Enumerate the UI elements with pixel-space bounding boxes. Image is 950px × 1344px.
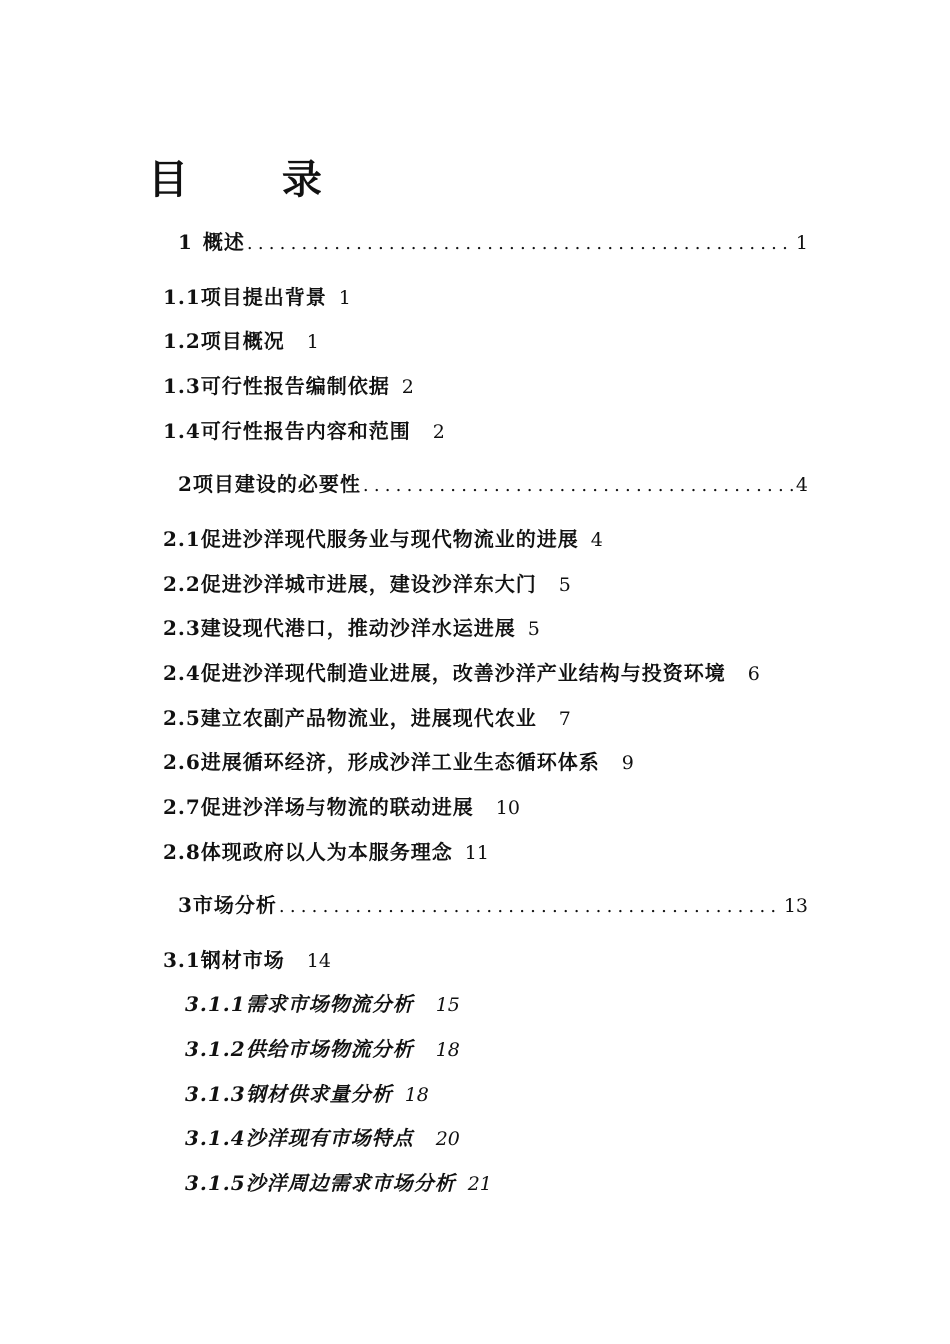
toc-entry-2-2[interactable] (163, 569, 571, 600)
toc-entry-3-1-1[interactable] (185, 989, 460, 1020)
dot-leader (247, 229, 794, 259)
toc-entry-page: 18 (435, 1039, 460, 1061)
toc-entry-number: 1.3 (163, 374, 201, 398)
toc-entry-page: 1 (338, 287, 351, 309)
toc-entry-page: 6 (747, 663, 760, 685)
toc-entry-label: 可行性报告编制依据 (200, 374, 390, 398)
toc-entry-2-6[interactable] (163, 747, 634, 778)
toc-entry-3-1-5[interactable] (185, 1168, 492, 1199)
toc-entry-3[interactable] (178, 890, 808, 922)
dot-leader (279, 892, 782, 922)
toc-entry-number: 2.5 (163, 706, 201, 730)
toc-entry-page: 4 (795, 474, 808, 496)
toc-entry-page: 21 (467, 1173, 492, 1195)
toc-entry-number: 3 (178, 893, 193, 917)
toc-entry-1-3[interactable] (163, 371, 414, 402)
toc-entry-number: 3.1.5 (185, 1171, 246, 1195)
toc-entry-page: 13 (783, 895, 808, 917)
toc-entry-3-1-3[interactable] (185, 1079, 429, 1110)
toc-entry-number: 2.6 (163, 750, 201, 774)
toc-entry-2-1[interactable] (163, 524, 603, 555)
toc-entry-number: 2 (178, 472, 193, 496)
toc-entry-page: 2 (432, 421, 445, 443)
toc-entry-label: 促进沙洋现代制造业进展，改善沙洋产业结构与投资环境 (200, 661, 726, 685)
dot-leader (363, 471, 794, 501)
toc-entry-label: 建立农副产品物流业，进展现代农业 (200, 706, 537, 730)
toc-entry-label: 项目提出背景 (200, 285, 327, 309)
toc-entry-page: 2 (401, 376, 414, 398)
toc-entry-page: 11 (464, 842, 489, 864)
toc-entry-number: 1.2 (163, 329, 201, 353)
toc-entry-page: 7 (558, 708, 571, 730)
toc-entry-page: 9 (621, 752, 634, 774)
toc-entry-2-4[interactable] (163, 658, 760, 689)
toc-entry-2[interactable] (178, 469, 808, 501)
toc-entry-page: 4 (590, 529, 603, 551)
toc-entry-label: 进展循环经济，形成沙洋工业生态循环体系 (200, 750, 600, 774)
toc-entry-number: 1.4 (163, 419, 201, 443)
toc-entry-label: 可行性报告内容和范围 (200, 419, 411, 443)
toc-entry-label: 项目建设的必要性 (192, 472, 361, 496)
toc-entry-number: 2.4 (163, 661, 201, 685)
toc-entry-3-1-2[interactable] (185, 1034, 460, 1065)
toc-entry-label: 市场分析 (192, 893, 277, 917)
toc-entry-label: 钢材市场 (200, 948, 285, 972)
toc-entry-number: 2.3 (163, 616, 201, 640)
toc-entry-label: 需求市场物流分析 (245, 992, 414, 1016)
toc-entry-label: 沙洋周边需求市场分析 (245, 1171, 456, 1195)
toc-entry-page: 10 (495, 797, 520, 819)
toc-entry-1-1[interactable] (163, 282, 351, 313)
toc-entry-number: 2.7 (163, 795, 201, 819)
toc-entry-number: 2.8 (163, 840, 201, 864)
toc-entry-3-1[interactable] (163, 945, 331, 976)
toc-entry-label: 促进沙洋现代服务业与现代物流业的进展 (200, 527, 579, 551)
toc-entry-label: 概述 (202, 230, 245, 254)
toc-entry-number: 3.1.3 (185, 1082, 246, 1106)
toc-entry-number: 3.1.4 (185, 1126, 246, 1150)
toc-entry-page: 20 (435, 1128, 460, 1150)
toc-entry-page: 15 (435, 994, 460, 1016)
toc-entry-label: 供给市场物流分析 (245, 1037, 414, 1061)
toc-entry-3-1-4[interactable] (185, 1123, 460, 1154)
toc-entry-page: 18 (404, 1084, 429, 1106)
toc-entry-label: 沙洋现有市场特点 (245, 1126, 414, 1150)
toc-entry-number: 1.1 (163, 285, 201, 309)
toc-entry-number: 2.1 (163, 527, 201, 551)
toc-title: 目 录 (148, 157, 362, 203)
toc-entry-number: 1 (178, 230, 193, 254)
toc-entry-page: 5 (558, 574, 571, 596)
toc-entry-label: 建设现代港口，推动沙洋水运进展 (200, 616, 516, 640)
toc-entry-number: 3.1.2 (185, 1037, 246, 1061)
toc-entry-label: 体现政府以人为本服务理念 (200, 840, 453, 864)
toc-entry-1[interactable] (178, 227, 808, 259)
toc-entry-page: 5 (527, 618, 540, 640)
toc-entry-2-7[interactable] (163, 792, 520, 823)
toc-entry-label: 促进沙洋场与物流的联动进展 (200, 795, 474, 819)
toc-entry-page: 1 (795, 232, 808, 254)
toc-entry-2-8[interactable] (163, 837, 489, 868)
toc-entry-number: 3.1 (163, 948, 201, 972)
toc-entry-page: 1 (306, 331, 319, 353)
toc-entry-2-3[interactable] (163, 613, 540, 644)
toc-entry-label: 项目概况 (200, 329, 285, 353)
toc-entry-label: 促进沙洋城市进展，建设沙洋东大门 (200, 572, 537, 596)
toc-entry-1-4[interactable] (163, 416, 445, 447)
toc-entry-2-5[interactable] (163, 703, 571, 734)
toc-entry-label: 钢材供求量分析 (245, 1082, 393, 1106)
toc-entry-page: 14 (306, 950, 331, 972)
toc-entry-1-2[interactable] (163, 326, 319, 357)
toc-entry-number: 2.2 (163, 572, 201, 596)
toc-entry-number: 3.1.1 (185, 992, 246, 1016)
